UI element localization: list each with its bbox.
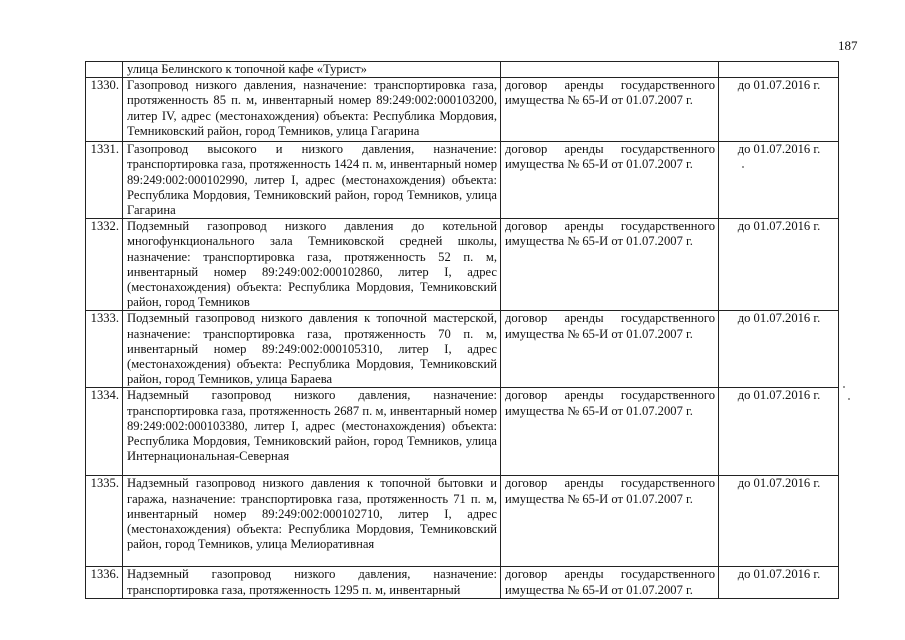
term-cell (719, 62, 839, 78)
basis-cell: договор аренды государственного имущества № 65-И от 01.07.2007 г. (501, 78, 719, 142)
property-description-cell: улица Белинского к топочной кафе «Турист» (123, 62, 501, 78)
basis-cell (501, 62, 719, 78)
row-number-cell: 1336. (86, 567, 123, 599)
table-row (86, 311, 839, 388)
row-number-cell: 1335. (86, 476, 123, 567)
scan-speck (742, 166, 744, 168)
term-cell: до 01.07.2016 г. (719, 567, 839, 599)
scan-speck (848, 398, 850, 400)
property-description-cell: Подземный газопровод низкого давления до котельной многофункционального зала Темниковской средней школы, назначение: транспортировка газа, протяженность 52 п. м, инвентарный номер 89:249:002:000102860, литер I, адрес (местонахождения) объекта: Республика Мордовия, Темниковский район, город Темников (123, 219, 501, 311)
basis-cell: договор аренды государственного имущества № 65-И от 01.07.2007 г. (501, 476, 719, 567)
table-row (86, 567, 839, 599)
term-cell: до 01.07.2016 г. (719, 78, 839, 142)
row-number-cell: 1333. (86, 311, 123, 388)
term-cell: до 01.07.2016 г. (719, 388, 839, 476)
property-description-cell: Надземный газопровод низкого давления к топочной бытовки и гаража, назначение: транспортировка газа, протяженность 71 п. м, инвентарный номер 89:249:002:000102710, литер I, адрес (местонахождения) объекта: Республика Мордовия, Темниковский район, город Темников, улица Мелиоративная (123, 476, 501, 567)
table-row (86, 388, 839, 476)
term-cell: до 01.07.2016 г. (719, 142, 839, 219)
row-number-cell: 1334. (86, 388, 123, 476)
row-number-cell: 1332. (86, 219, 123, 311)
table-row (86, 142, 839, 219)
property-registry-table (85, 61, 839, 599)
basis-cell: договор аренды государственного имущества № 65-И от 01.07.2007 г. (501, 219, 719, 311)
property-description-cell: Надземный газопровод низкого давления, назначение: транспортировка газа, протяженность 1295 п. м, инвентарный (123, 567, 501, 599)
property-description-cell: Подземный газопровод низкого давления к топочной мастерской, назначение: транспортировка газа, протяженность 70 п. м, инвентарный номер 89:249:002:000105310, литер I, адрес (местонахождения) объекта: Республика Мордовия, Темниковский район, город Темников, улица Бараева (123, 311, 501, 388)
basis-cell: договор аренды государственного имущества № 65-И от 01.07.2007 г. (501, 388, 719, 476)
table-row (86, 219, 839, 311)
row-number-cell: 1330. (86, 78, 123, 142)
term-cell: до 01.07.2016 г. (719, 476, 839, 567)
property-description-cell: Надземный газопровод низкого давления, назначение: транспортировка газа, протяженность 2687 п. м, инвентарный номер 89:249:002:000103380, литер I, адрес (местонахождения) объекта: Республика Мордовия, Темниковский район, город Темников, улица Интернациональная-Северная (123, 388, 501, 476)
row-number-cell: 1331. (86, 142, 123, 219)
table-row (86, 78, 839, 142)
basis-cell: договор аренды государственного имущества № 65-И от 01.07.2007 г. (501, 567, 719, 599)
table-row (86, 476, 839, 567)
scan-speck (843, 386, 845, 388)
page-number: 187 (838, 38, 858, 53)
term-cell: до 01.07.2016 г. (719, 219, 839, 311)
basis-cell: договор аренды государственного имущества № 65-И от 01.07.2007 г. (501, 311, 719, 388)
table-row-continuation (86, 62, 839, 78)
term-cell: до 01.07.2016 г. (719, 311, 839, 388)
basis-cell: договор аренды государственного имущества № 65-И от 01.07.2007 г. (501, 142, 719, 219)
property-description-cell: Газопровод высокого и низкого давления, назначение: транспортировка газа, протяженность 1424 п. м, инвентарный номер 89:249:002:000102990, литер I, адрес (местонахождения) объекта: Республика Мордовия, Темниковский район, город Темников, улица Гагарина (123, 142, 501, 219)
row-number-cell (86, 62, 123, 78)
property-description-cell: Газопровод низкого давления, назначение: транспортировка газа, протяженность 85 п. м, инвентарный номер 89:249:002:000103200, литер IV, адрес (местонахождения) объекта: Республика Мордовия, Темниковский район, город Темников, улица Гагарина (123, 78, 501, 142)
